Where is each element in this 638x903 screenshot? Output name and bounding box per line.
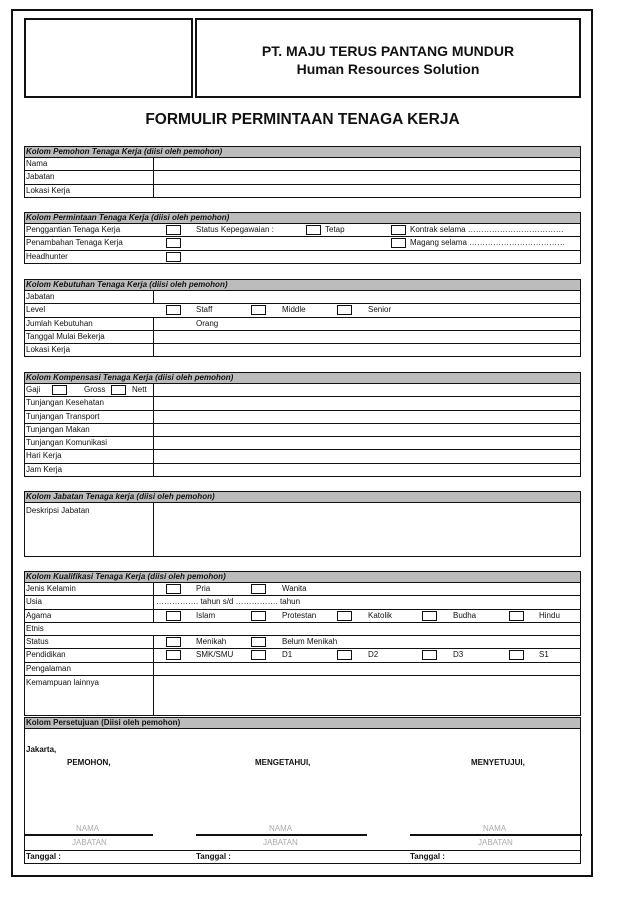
form-title: FORMULIR PERMINTAAN TENAGA KERJA	[145, 111, 460, 128]
pemohon-tanggal: Tanggal :	[26, 852, 61, 861]
section-header: Kolom Jabatan Tenaga kerja (diisi oleh pemohon)	[24, 491, 581, 503]
katolik-checkbox[interactable]	[337, 611, 352, 621]
row-label: Pendidikan	[26, 650, 66, 660]
row-gaji[interactable]	[25, 384, 580, 397]
row-jumlah[interactable]	[25, 318, 580, 331]
row-label: Penggantian Tenaga Kerja	[26, 225, 121, 234]
menikah-label: Menikah	[196, 637, 227, 647]
menikah-checkbox[interactable]	[166, 637, 181, 647]
row-tunjangan-makan[interactable]	[25, 424, 580, 437]
row-nama[interactable]	[25, 158, 580, 171]
smk-label: SMK/SMU	[196, 650, 234, 660]
row-kemampuan[interactable]	[25, 676, 580, 716]
row-tunjangan-komunikasi[interactable]	[25, 437, 580, 450]
pemohon-title: PEMOHON,	[67, 758, 111, 767]
row-label: Lokasi Kerja	[26, 345, 71, 355]
section-header: Kolom Pemohon Tenaga Kerja (diisi oleh pemohon)	[24, 146, 581, 158]
d2-checkbox[interactable]	[337, 650, 352, 660]
s1-checkbox[interactable]	[509, 650, 524, 660]
section-pemohon	[24, 146, 581, 198]
mengetahui-tanggal: Tanggal :	[196, 852, 231, 861]
row-label: Jenis Kelamin	[26, 584, 76, 593]
company-name: PT. MAJU TERUS PANTANG MUNDUR	[261, 43, 515, 59]
row-jam-kerja[interactable]	[25, 464, 580, 477]
row-label: Jabatan	[26, 292, 55, 301]
penambahan-checkbox[interactable]	[166, 238, 181, 248]
row-label: Deskripsi Jabatan	[26, 506, 90, 515]
nett-checkbox[interactable]	[111, 385, 126, 395]
d1-checkbox[interactable]	[251, 650, 266, 660]
tanggal-divider	[25, 850, 580, 851]
smk-checkbox[interactable]	[166, 650, 181, 660]
kontrak-label: Kontrak selama ………………………………	[410, 225, 564, 234]
row-label: Jumlah Kebutuhan	[26, 318, 93, 328]
menyetujui-title: MENYETUJUI,	[471, 758, 525, 767]
pemohon-signature-line[interactable]	[25, 834, 153, 836]
row-label: Tunjangan Komunikasi	[26, 438, 108, 448]
magang-label: Magang selama ………………………………	[410, 238, 566, 248]
row-label: Level	[26, 305, 46, 315]
row-label: Penambahan Tenaga Kerja	[26, 238, 123, 248]
nett-label: Nett	[132, 385, 147, 394]
penggantian-checkbox[interactable]	[166, 225, 181, 235]
row-label: Tunjangan Makan	[26, 424, 90, 434]
row-tunjangan-transport[interactable]	[25, 411, 580, 424]
row-label: Pengalaman	[26, 663, 71, 673]
section-header: Kolom Kebutuhan Tenaga Kerja (diisi oleh pemohon)	[24, 279, 581, 291]
middle-label: Middle	[282, 305, 306, 315]
menyetujui-tanggal: Tanggal :	[410, 852, 445, 861]
company-header	[195, 18, 581, 98]
row-jabatan[interactable]	[25, 171, 580, 184]
row-penggantian	[25, 224, 580, 237]
row-label: Tanggal Mulai Bekerja	[26, 331, 105, 341]
mengetahui-nama: NAMA	[269, 824, 293, 833]
menyetujui-jabatan: JABATAN	[478, 838, 513, 847]
mengetahui-jabatan: JABATAN	[263, 838, 298, 847]
row-label: Jabatan	[26, 172, 55, 182]
pemohon-nama: NAMA	[76, 824, 100, 833]
staff-label: Staff	[196, 305, 213, 315]
wanita-label: Wanita	[282, 584, 307, 593]
section-kompensasi	[24, 372, 581, 477]
row-jabatan[interactable]	[25, 291, 580, 304]
islam-label: Islam	[196, 610, 216, 620]
section-header: Kolom Kompensasi Tenaga Kerja (diisi oleh pemohon)	[24, 372, 581, 384]
magang-checkbox[interactable]	[391, 238, 406, 248]
row-pengalaman[interactable]	[25, 663, 580, 676]
budha-checkbox[interactable]	[422, 611, 437, 621]
kontrak-checkbox[interactable]	[391, 225, 406, 235]
section-kualifikasi	[24, 571, 581, 716]
row-label: Agama	[26, 610, 52, 620]
section-persetujuan	[24, 717, 581, 864]
section-header: Kolom Permintaan Tenaga Kerja (diisi oleh pemohon)	[24, 212, 581, 224]
staff-checkbox[interactable]	[166, 305, 181, 315]
row-etnis[interactable]	[25, 623, 580, 636]
row-tunjangan-kesehatan[interactable]	[25, 397, 580, 410]
row-hari-kerja[interactable]	[25, 450, 580, 463]
company-subtitle: Human Resources Solution	[296, 61, 480, 77]
row-pendidikan	[25, 649, 580, 662]
middle-checkbox[interactable]	[251, 305, 266, 315]
usia-text: ……………. tahun s/d ……………. tahun	[156, 597, 301, 607]
mengetahui-signature-line[interactable]	[196, 834, 367, 836]
row-label: Lokasi Kerja	[26, 185, 71, 195]
row-label: Hari Kerja	[26, 451, 62, 461]
islam-checkbox[interactable]	[166, 611, 181, 621]
row-lokasi[interactable]	[25, 344, 580, 357]
hindu-checkbox[interactable]	[509, 611, 524, 621]
section-kebutuhan	[24, 279, 581, 357]
d3-label: D3	[453, 650, 464, 660]
row-headhunter	[25, 251, 580, 264]
tetap-checkbox[interactable]	[306, 225, 321, 235]
tetap-label: Tetap	[325, 225, 345, 234]
row-deskripsi[interactable]	[25, 503, 580, 557]
pria-checkbox[interactable]	[166, 584, 181, 594]
status-label: Status Kepegawaian :	[196, 225, 274, 234]
row-agama	[25, 610, 580, 623]
row-label: Etnis	[26, 623, 44, 633]
menyetujui-nama: NAMA	[483, 824, 507, 833]
protestan-checkbox[interactable]	[251, 611, 266, 621]
pemohon-jabatan: JABATAN	[72, 838, 107, 847]
row-usia[interactable]	[25, 596, 580, 609]
gross-checkbox[interactable]	[52, 385, 67, 395]
mengetahui-title: MENGETAHUI,	[255, 758, 311, 767]
katolik-label: Katolik	[368, 610, 393, 620]
gross-label: Gross	[84, 385, 106, 394]
pria-label: Pria	[196, 584, 211, 593]
hindu-label: Hindu	[539, 610, 560, 620]
row-label: Jam Kerja	[26, 464, 63, 474]
row-lokasi[interactable]	[25, 185, 580, 198]
row-tanggal-mulai[interactable]	[25, 331, 580, 344]
s1-label: S1	[539, 650, 549, 660]
row-label: Status	[26, 637, 49, 647]
protestan-label: Protestan	[282, 610, 317, 620]
city-date: Jakarta,	[26, 745, 57, 754]
d1-label: D1	[282, 650, 293, 660]
row-penambahan	[25, 237, 580, 250]
logo-box	[24, 18, 193, 98]
d3-checkbox[interactable]	[422, 650, 437, 660]
row-jenis-kelamin	[25, 583, 580, 596]
belum-menikah-label: Belum Menikah	[282, 637, 338, 647]
row-label: Headhunter	[26, 251, 68, 261]
section-header: Kolom Kualifikasi Tenaga Kerja (diisi oleh pemohon)	[24, 571, 581, 583]
section-jabatan	[24, 491, 581, 557]
belum-menikah-checkbox[interactable]	[251, 637, 266, 647]
row-label: Kemampuan lainnya	[26, 678, 99, 688]
row-label: Usia	[26, 597, 43, 607]
headhunter-checkbox[interactable]	[166, 252, 181, 262]
row-status	[25, 636, 580, 649]
row-label: Tunjangan Kesehatan	[26, 398, 104, 408]
d2-label: D2	[368, 650, 379, 660]
budha-label: Budha	[453, 610, 477, 620]
row-level	[25, 304, 580, 317]
section-permintaan	[24, 212, 581, 264]
row-label: Gaji	[26, 385, 41, 394]
wanita-checkbox[interactable]	[251, 584, 266, 594]
section-header: Kolom Persetujuan (Diisi oleh pemohon)	[24, 717, 581, 729]
orang-label: Orang	[196, 318, 219, 328]
menyetujui-signature-line[interactable]	[410, 834, 582, 836]
row-label: Tunjangan Transport	[26, 411, 100, 421]
senior-checkbox[interactable]	[337, 305, 352, 315]
row-label: Nama	[26, 159, 48, 168]
senior-label: Senior	[368, 305, 392, 315]
